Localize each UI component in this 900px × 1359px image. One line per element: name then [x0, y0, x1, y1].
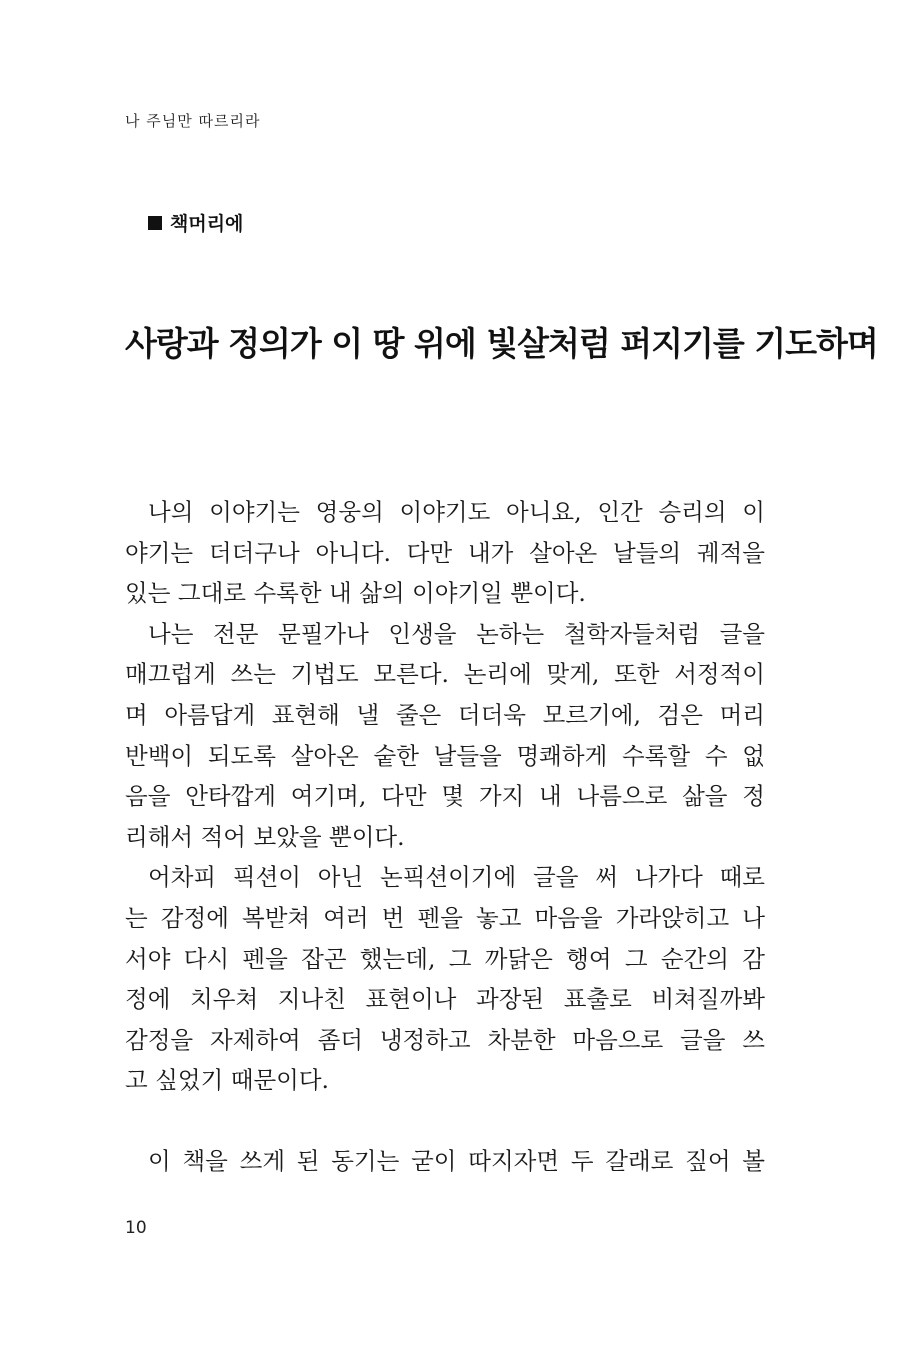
paragraph-2-line-1: 나는 전문 문필가나 인생을 논하는 철학자들처럼 글을 [148, 619, 765, 648]
paragraph-2-line-6: 리해서 적어 보았을 뿐이다. [125, 822, 405, 851]
paragraph-1-line-1: 나의 이야기는 영웅의 이야기도 아니요, 인간 승리의 이 [148, 498, 765, 526]
chapter-title: 사랑과 정의가 이 땅 위에 빛살처럼 퍼지기를 기도하며 [125, 324, 878, 363]
section-label [148, 209, 243, 236]
running-head: 나 주님만 따르리라 [125, 112, 261, 130]
paragraph-1-line-3: 있는 그대로 수록한 내 삶의 이야기일 뿐이다. [125, 579, 586, 608]
paragraph-2-line-5: 음을 안타깝게 여기며, 다만 몇 가지 내 나름으로 삶을 정 [125, 782, 765, 811]
paragraph-3-line-2: 는 감정에 복받쳐 여러 번 펜을 놓고 마음을 가라앉히고 나 [125, 903, 765, 932]
paragraph-3-line-3: 서야 다시 펜을 잡곤 했는데, 그 까닭은 행여 그 순간의 감 [125, 944, 765, 973]
paragraph-3-line-4: 정에 치우쳐 지나친 표현이나 과장된 표출로 비쳐질까봐 [125, 985, 765, 1014]
paragraph-gap [125, 1101, 765, 1141]
body-text [125, 492, 765, 1182]
paragraph-1-line-2: 야기는 더더구나 아니다. 다만 내가 살아온 날들의 궤적을 [125, 538, 765, 567]
paragraph-3-line-6: 고 싶었기 때문이다. [125, 1066, 330, 1095]
paragraph-3-line-5: 감정을 자제하여 좀더 냉정하고 차분한 마음으로 글을 쓰 [125, 1025, 765, 1054]
paragraph-2-line-4: 반백이 되도록 살아온 숱한 날들을 명쾌하게 수록할 수 없 [125, 741, 765, 770]
page-number: 10 [125, 1218, 147, 1238]
paragraph-3-line-1: 어차피 픽션이 아닌 논픽션이기에 글을 써 나가다 때로 [148, 863, 765, 892]
paragraph-2-line-2: 매끄럽게 쓰는 기법도 모른다. 논리에 맞게, 또한 서정적이 [125, 660, 765, 689]
paragraph-4-line-1: 이 책을 쓰게 된 동기는 굳이 따지자면 두 갈래로 짚어 볼 [148, 1146, 765, 1175]
paragraph-2-line-3: 며 아름답게 표현해 낼 줄은 더더욱 모르기에, 검은 머리 [125, 700, 765, 729]
section-label-text: 책머리에 [170, 213, 244, 235]
black-square-icon [148, 216, 162, 230]
